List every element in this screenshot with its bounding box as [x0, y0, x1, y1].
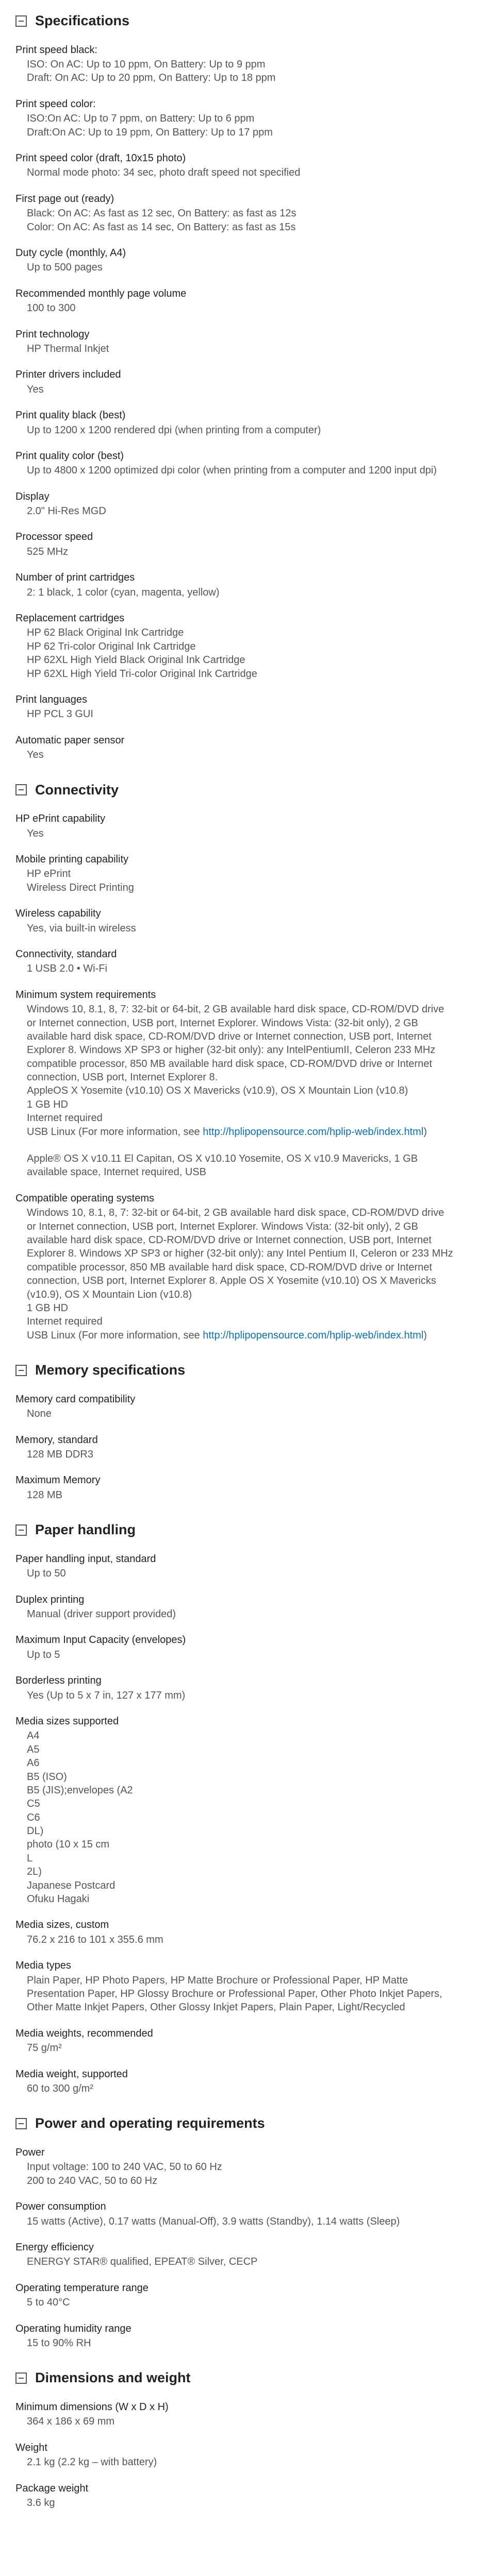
spec-value: 1 USB 2.0 • Wi-Fi — [27, 963, 107, 975]
spec-value: Ofuku Hagaki — [27, 1893, 90, 1905]
spec-value: 5 to 40°C — [27, 2297, 70, 2309]
spec-label: Number of print cartridges — [15, 572, 135, 584]
spec-value: photo (10 x 15 cm — [27, 1839, 110, 1851]
spec-values — [15, 301, 454, 315]
spec-value: Up to 5 — [27, 1649, 60, 1660]
spec-values — [15, 2455, 454, 2469]
section-connectivity — [15, 783, 454, 1343]
spec-value: A6 — [27, 1757, 40, 1769]
spec-label: Print technology — [15, 328, 90, 340]
spec-label: Duty cycle (monthly, A4) — [15, 247, 126, 259]
spec-value: 2L) — [27, 1866, 42, 1878]
spec-value: Yes (Up to 5 x 7 in, 127 x 177 mm) — [27, 1689, 186, 1701]
spec-value: HP ePrint — [27, 868, 71, 880]
collapse-icon[interactable] — [15, 2118, 27, 2129]
collapse-icon[interactable] — [15, 2372, 27, 2384]
spec-item — [15, 2200, 454, 2228]
section-title: Paper handling — [35, 1522, 136, 1538]
spec-item — [15, 1715, 454, 1906]
spec-item — [15, 97, 454, 139]
spec-value-text: USB Linux (For more information, see — [27, 1126, 203, 1138]
spec-item — [15, 490, 454, 518]
spec-values — [15, 423, 454, 437]
spec-value: C5 — [27, 1798, 40, 1810]
spec-value: Yes — [27, 827, 44, 839]
spec-value: C6 — [27, 1811, 40, 1823]
spec-item — [15, 449, 454, 478]
spec-value: ISO:On AC: Up to 7 ppm, on Battery: Up to 6 ppm — [27, 113, 255, 125]
hplip-link[interactable]: http://hplipopensource.com/hplip-web/index.html — [203, 1126, 424, 1138]
spec-value: HP 62XL High Yield Black Original Ink Cartridge — [27, 654, 245, 666]
spec-item — [15, 1674, 454, 1702]
spec-value: 100 to 300 — [27, 302, 76, 314]
spec-values — [15, 112, 454, 139]
spec-label: Display — [15, 490, 50, 502]
spec-value: Up to 4800 x 1200 optimized dpi color (when printing from a computer and 1200 input dpi) — [27, 465, 437, 477]
spec-item — [15, 853, 454, 894]
spec-value: Black: On AC: As fast as 12 sec, On Battery: as fast as 12s — [27, 208, 297, 219]
spec-label: Memory, standard — [15, 1434, 98, 1446]
spec-label: Print speed color: — [15, 98, 96, 110]
spec-label: Media weight, supported — [15, 2068, 128, 2080]
section-toggle-specifications[interactable] — [15, 13, 454, 29]
spec-values — [15, 867, 454, 894]
spec-item — [15, 1393, 454, 1421]
spec-label: Borderless printing — [15, 1675, 102, 1687]
spec-values — [15, 827, 454, 840]
spec-value-note: Apple® OS X v10.11 El Capitan, OS X v10.10 Yosemite, OS X v10.9 Mavericks, 1 GB available space, Internet required, USB — [27, 1153, 421, 1178]
spec-label: Energy efficiency — [15, 2241, 94, 2253]
spec-label: Print languages — [15, 693, 87, 705]
collapse-icon[interactable] — [15, 1524, 27, 1536]
spec-value: DL) — [27, 1825, 44, 1837]
spec-values — [15, 1689, 454, 1702]
spec-item — [15, 2322, 454, 2350]
section-memory-specifications — [15, 1363, 454, 1502]
spec-value: Internet required — [27, 1112, 103, 1124]
spec-values — [15, 2041, 454, 2055]
spec-value: Draft: On AC: Up to 20 ppm, On Battery: Up to 18 ppm — [27, 72, 276, 84]
spec-label: Operating humidity range — [15, 2323, 131, 2334]
spec-item — [15, 409, 454, 437]
spec-value: A5 — [27, 1743, 40, 1755]
spec-value — [27, 1125, 454, 1139]
spec-value: 2: 1 black, 1 color (cyan, magenta, yellow) — [27, 586, 220, 598]
spec-item — [15, 530, 454, 558]
spec-label: Recommended monthly page volume — [15, 287, 187, 299]
spec-item — [15, 812, 454, 840]
spec-values — [15, 2296, 454, 2309]
section-title: Power and operating requirements — [35, 2115, 265, 2131]
spec-item — [15, 947, 454, 976]
spec-value: Yes — [27, 749, 44, 761]
spec-value-suffix: ) — [423, 1329, 427, 1341]
spec-values — [15, 1448, 454, 1461]
spec-item — [15, 907, 454, 935]
spec-values — [15, 342, 454, 355]
section-title: Memory specifications — [35, 1362, 186, 1378]
spec-item — [15, 734, 454, 762]
spec-value: Plain Paper, HP Photo Papers, HP Matte Brochure or Professional Paper, HP Matte Presentation Paper, HP Glossy Brochure or Professional Paper, Other Photo Inkjet Papers, Other Matte Inkjet Papers, Other Glossy Inkjet Papers, Plain Paper, Light/Recycled — [27, 1974, 446, 2013]
spec-value: Yes — [27, 383, 44, 395]
collapse-icon[interactable] — [15, 784, 27, 795]
spec-label: Minimum system requirements — [15, 989, 156, 1001]
spec-item — [15, 151, 454, 180]
spec-value: 200 to 240 VAC, 50 to 60 Hz — [27, 2175, 158, 2187]
spec-label: Connectivity, standard — [15, 948, 117, 960]
spec-label: Mobile printing capability — [15, 854, 129, 865]
spec-values — [15, 2496, 454, 2510]
spec-value: Windows 10, 8.1, 8, 7: 32-bit or 64-bit, 2 GB available hard disk space, CD-ROM/DVD drive or Internet connection, USB port, Internet Explorer. Windows Vista: (32-bit only), 2 GB available hard disk space, CD-ROM/DVD drive or Internet connection, USB port, Internet Explorer 8. Windows XP SP3 or higher (32-bit only): any Intel Pentium II, Celeron or 233 MHz compatible processor, 850 MB available hard disk space, CD-ROM/DVD drive or Internet connection, USB port, Internet Explorer 8. Apple OS X Yosemite (v10.10) OS X Mavericks (v10.9), OS X Mountain Lion (v10.8) — [27, 1207, 456, 1300]
spec-values — [15, 922, 454, 935]
spec-value: HP 62XL High Yield Tri-color Original Ink Cartridge — [27, 668, 257, 680]
spec-value: A4 — [27, 1730, 40, 1742]
spec-value: 2.0" Hi-Res MGD — [27, 505, 106, 517]
spec-values — [15, 2215, 454, 2228]
spec-label: Paper handling input, standard — [15, 1553, 156, 1565]
spec-item — [15, 1959, 454, 2014]
spec-item — [15, 2281, 454, 2310]
spec-value: HP Thermal Inkjet — [27, 343, 109, 354]
spec-values — [15, 2082, 454, 2095]
spec-value: HP 62 Tri-color Original Ink Cartridge — [27, 640, 196, 652]
spec-values — [15, 626, 454, 681]
section-toggle-memory-specifications[interactable] — [15, 1363, 454, 1378]
spec-label: Replacement cartridges — [15, 613, 125, 624]
spec-values — [15, 1974, 454, 2014]
spec-label: Media types — [15, 1960, 71, 1972]
spec-label: Maximum Memory — [15, 1475, 101, 1486]
spec-value: B5 (JIS);envelopes (A2 — [27, 1784, 133, 1796]
spec-value: 364 x 186 x 69 mm — [27, 2416, 115, 2428]
spec-item — [15, 2241, 454, 2269]
spec-item — [15, 2146, 454, 2188]
spec-label: Print speed color (draft, 10x15 photo) — [15, 152, 186, 164]
spec-value: 128 MB — [27, 1489, 62, 1501]
spec-values — [15, 1407, 454, 1420]
spec-label: HP ePrint capability — [15, 813, 106, 825]
spec-value: Yes, via built-in wireless — [27, 922, 136, 934]
spec-value: Internet required — [27, 1316, 103, 1328]
spec-label: Processor speed — [15, 531, 93, 543]
spec-item — [15, 571, 454, 599]
spec-item — [15, 1633, 454, 1662]
spec-label: Media sizes supported — [15, 1715, 119, 1727]
spec-value — [27, 1329, 454, 1342]
spec-values — [15, 1488, 454, 1502]
spec-value: 60 to 300 g/m² — [27, 2082, 93, 2094]
spec-label: Power consumption — [15, 2201, 106, 2213]
spec-values — [15, 2255, 454, 2268]
spec-value: 15 to 90% RH — [27, 2337, 91, 2349]
spec-item — [15, 2027, 454, 2055]
spec-value: Color: On AC: As fast as 14 sec, On Battery: as fast as 15s — [27, 221, 296, 233]
spec-value: 3.6 kg — [27, 2497, 55, 2509]
spec-values — [15, 707, 454, 721]
section-toggle-dimensions-and-weight[interactable] — [15, 2370, 454, 2386]
section-title: Connectivity — [35, 782, 119, 798]
spec-item — [15, 2482, 454, 2510]
spec-item — [15, 1918, 454, 1946]
spec-values — [15, 58, 454, 85]
spec-values — [15, 2415, 454, 2428]
hplip-link[interactable]: http://hplipopensource.com/hplip-web/index.html — [203, 1329, 424, 1341]
spec-label: Memory card compatibility — [15, 1393, 136, 1405]
spec-item — [15, 612, 454, 681]
spec-value: Japanese Postcard — [27, 1879, 116, 1891]
spec-label: Wireless capability — [15, 908, 101, 920]
spec-label: Print quality black (best) — [15, 410, 126, 421]
spec-item — [15, 43, 454, 85]
spec-value: Up to 500 pages — [27, 262, 103, 274]
spec-values — [15, 545, 454, 558]
spec-item — [15, 246, 454, 275]
spec-values — [15, 1206, 454, 1342]
spec-label: Automatic paper sensor — [15, 734, 125, 746]
spec-label: Print quality color (best) — [15, 450, 124, 462]
spec-values — [15, 1607, 454, 1621]
spec-values — [15, 166, 454, 179]
spec-label: Operating temperature range — [15, 2282, 149, 2294]
spec-item — [15, 988, 454, 1179]
spec-value: HP PCL 3 GUI — [27, 708, 93, 720]
spec-item — [15, 1192, 454, 1342]
spec-value: 2.1 kg (2.2 kg – with battery) — [27, 2456, 157, 2468]
spec-value: None — [27, 1408, 52, 1420]
spec-value: Up to 1200 x 1200 rendered dpi (when printing from a computer) — [27, 424, 321, 436]
spec-values — [15, 1933, 454, 1946]
section-specifications — [15, 13, 454, 762]
spec-value: 15 watts (Active), 0.17 watts (Manual-Off), 3.9 watts (Standby), 1.14 watts (Sleep) — [27, 2215, 400, 2227]
spec-label: Weight — [15, 2442, 47, 2453]
spec-item — [15, 2441, 454, 2469]
spec-value-text: USB Linux (For more information, see — [27, 1329, 203, 1341]
spec-value: 76.2 x 216 to 101 x 355.6 mm — [27, 1934, 163, 1945]
spec-values — [15, 962, 454, 975]
spec-value: 525 MHz — [27, 546, 69, 557]
collapse-icon[interactable] — [15, 15, 27, 27]
spec-label: First page out (ready) — [15, 193, 114, 205]
section-title: Specifications — [35, 13, 130, 28]
section-dimensions-and-weight — [15, 2370, 454, 2510]
spec-label: Printer drivers included — [15, 369, 121, 381]
spec-value: 1 GB HD — [27, 1098, 69, 1110]
section-paper-handling — [15, 1522, 454, 2095]
spec-value: B5 (ISO) — [27, 1771, 67, 1783]
spec-values — [15, 504, 454, 518]
collapse-icon[interactable] — [15, 1365, 27, 1376]
spec-values — [15, 464, 454, 477]
spec-label: Minimum dimensions (W x D x H) — [15, 2401, 169, 2413]
spec-label: Media sizes, custom — [15, 1919, 109, 1931]
spec-item — [15, 328, 454, 356]
spec-value: Windows 10, 8.1, 8, 7: 32-bit or 64-bit, 2 GB available hard disk space, CD-ROM/DVD drive or Internet connection, USB port, Internet Explorer. Windows Vista: (32-bit only), 2 GB available hard disk space, CD-ROM/DVD drive or Internet connection, USB port, Internet Explorer 8. Windows XP SP3 or higher (32-bit only): any IntelPentiumII, Celeron 233 MHz compatible processor, 850 MB available hard disk space, CD-ROM/DVD drive or Internet connection, USB port, Internet Explorer 8. — [27, 1004, 447, 1083]
spec-values — [15, 2160, 454, 2188]
section-toggle-power-and-operating-requirements[interactable] — [15, 2116, 454, 2131]
spec-item — [15, 192, 454, 234]
spec-values — [15, 383, 454, 396]
spec-value: HP 62 Black Original Ink Cartridge — [27, 627, 184, 639]
spec-values — [15, 261, 454, 274]
spec-item — [15, 693, 454, 721]
spec-value: Wireless Direct Printing — [27, 882, 134, 893]
spec-value: 1 GB HD — [27, 1302, 69, 1314]
spec-value: Input voltage: 100 to 240 VAC, 50 to 60 Hz — [27, 2161, 222, 2173]
spec-value: Draft:On AC: Up to 19 ppm, On Battery: Up to 17 ppm — [27, 126, 273, 138]
section-toggle-connectivity[interactable] — [15, 783, 454, 798]
spec-value: Up to 50 — [27, 1568, 66, 1580]
spec-value: Manual (driver support provided) — [27, 1608, 176, 1620]
section-toggle-paper-handling[interactable] — [15, 1522, 454, 1538]
spec-label: Duplex printing — [15, 1594, 85, 1605]
spec-value: Normal mode photo: 34 sec, photo draft speed not specified — [27, 167, 301, 179]
spec-label: Media weights, recommended — [15, 2027, 153, 2039]
spec-value: ENERGY STAR® qualified, EPEAT® Silver, CECP — [27, 2256, 258, 2268]
spec-value-suffix: ) — [423, 1126, 427, 1138]
spec-item — [15, 1593, 454, 1621]
spec-label: Package weight — [15, 2482, 89, 2494]
section-power-and-operating-requirements — [15, 2116, 454, 2350]
spec-value: 128 MB DDR3 — [27, 1448, 93, 1460]
spec-label: Power — [15, 2147, 45, 2159]
spec-values — [15, 1567, 454, 1580]
spec-values — [15, 1003, 454, 1179]
spec-item — [15, 1552, 454, 1581]
spec-value: L — [27, 1852, 33, 1864]
spec-label: Print speed black: — [15, 44, 97, 56]
spec-values — [15, 1729, 454, 1906]
spec-values — [15, 586, 454, 599]
spec-values — [15, 1648, 454, 1662]
spec-values — [15, 748, 454, 761]
spec-value: ISO: On AC: Up to 10 ppm, On Battery: Up to 9 ppm — [27, 59, 266, 71]
spec-label: Compatible operating systems — [15, 1192, 155, 1204]
section-title: Dimensions and weight — [35, 2370, 191, 2386]
spec-value: AppleOS X Yosemite (v10.10) OS X Mavericks (v10.9), OS X Mountain Lion (v10.8) — [27, 1085, 408, 1097]
spec-item — [15, 1473, 454, 1502]
spec-values — [15, 2336, 454, 2350]
spec-item — [15, 2067, 454, 2096]
spec-item — [15, 368, 454, 396]
spec-item — [15, 1433, 454, 1462]
spec-value: 75 g/m² — [27, 2042, 62, 2054]
spec-label: Maximum Input Capacity (envelopes) — [15, 1634, 186, 1646]
spec-values — [15, 207, 454, 234]
spec-item — [15, 2400, 454, 2429]
spec-item — [15, 287, 454, 315]
